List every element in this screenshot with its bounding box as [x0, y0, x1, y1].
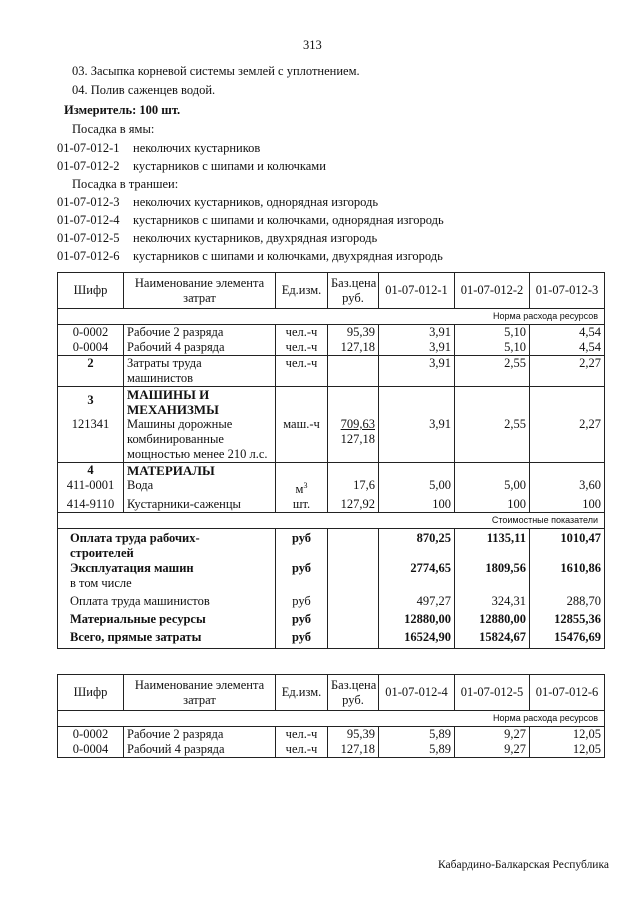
resource-table-1 [57, 272, 605, 649]
item-text-1: неколючих кустарников [133, 141, 261, 155]
item-code-4: 01-07-012-4 [57, 213, 120, 227]
header-price: Баз.цена руб. [328, 273, 379, 309]
summary-row: Оплата труда рабочих- строителей руб 870,25 1135,11 1010,47 [58, 529, 605, 562]
header-col-1: 01-07-012-1 [379, 273, 455, 309]
summary-row: Оплата труда машинистов руб 497,27 324,31 288,70 [58, 594, 605, 612]
summary-row: в том числе [58, 576, 605, 594]
header-code: Шифр [58, 273, 124, 309]
header-price: Баз.цена руб. [328, 675, 379, 711]
header-col-3: 01-07-012-3 [530, 273, 605, 309]
header-code: Шифр [58, 675, 124, 711]
header-unit: Ед.изм. [276, 675, 328, 711]
step-4: 04. Полив саженцев водой. [72, 83, 216, 97]
group-pits: Посадка в ямы: [72, 122, 155, 136]
summary-row: Материальные ресурсы руб 12880,00 12880,00 12855,36 [58, 612, 605, 630]
table-row: 0-0004 Рабочий 4 разряда чел.-ч 127,18 3,91 5,10 4,54 [58, 340, 605, 356]
table-row: 0-0002 Рабочие 2 разряда чел.-ч 95,39 5,89 9,27 12,05 [58, 727, 605, 743]
table-row: 121341 Машины дорожные комбинированные мощностью менее 210 л.с. маш.-ч 709,63 127,18 3,91 2,55 2,27 [58, 417, 605, 463]
item-text-5: неколючих кустарников, двухрядная изгородь [133, 231, 378, 245]
header-name: Наименование элемента затрат [124, 675, 276, 711]
summary-row: Всего, прямые затраты руб 16524,90 15824,67 15476,69 [58, 630, 605, 648]
table-row: 0-0002 Рабочие 2 разряда чел.-ч 95,39 3,91 5,10 4,54 [58, 325, 605, 341]
measure-unit: Измеритель: 100 шт. [64, 103, 181, 117]
item-code-3: 01-07-012-3 [57, 195, 120, 209]
table-row: 414-9110 Кустарники-саженцы шт. 127,92 100 100 100 [58, 497, 605, 513]
item-code-2: 01-07-012-2 [57, 159, 120, 173]
norm-caption: Норма расхода ресурсов [58, 309, 605, 325]
step-3: 03. Засыпка корневой системы землей с уплотнением. [72, 64, 360, 78]
header-col-5: 01-07-012-5 [455, 675, 530, 711]
table-row: 4 МАТЕРИАЛЫ [58, 463, 605, 479]
table-row: 411-0001 Вода $м^3$ 17,6 5,00 5,00 3,60 [58, 478, 605, 497]
summary-row: Эксплуатация машин руб 2774,65 1809,56 1610,86 [58, 561, 605, 576]
item-text-6: кустарников с шипами и колючками, двухрядная изгородь [133, 249, 443, 263]
header-col-4: 01-07-012-4 [379, 675, 455, 711]
page-number: 313 [303, 38, 322, 52]
item-text-4: кустарников с шипами и колючками, однорядная изгородь [133, 213, 444, 227]
table-row: 3 МАШИНЫ И МЕХАНИЗМЫ [58, 387, 605, 418]
header-unit: Ед.изм. [276, 273, 328, 309]
item-text-2: кустарников с шипами и колючками [133, 159, 326, 173]
table-row: 0-0004 Рабочий 4 разряда чел.-ч 127,18 5,89 9,27 12,05 [58, 742, 605, 758]
table-row: 2 Затраты труда машинистов чел.-ч 3,91 2,55 2,27 [58, 356, 605, 387]
item-code-1: 01-07-012-1 [57, 141, 120, 155]
item-code-5: 01-07-012-5 [57, 231, 120, 245]
group-trenches: Посадка в траншеи: [72, 177, 179, 191]
header-col-6: 01-07-012-6 [530, 675, 605, 711]
header-col-2: 01-07-012-2 [455, 273, 530, 309]
item-code-6: 01-07-012-6 [57, 249, 120, 263]
item-text-3: неколючих кустарников, однорядная изгородь [133, 195, 379, 209]
region-footer: Кабардино-Балкарская Республика [438, 859, 609, 871]
resource-table-2 [57, 674, 605, 758]
cost-caption: Стоимостные показатели [58, 513, 605, 529]
norm-caption: Норма расхода ресурсов [58, 711, 605, 727]
header-name: Наименование элемента затрат [124, 273, 276, 309]
